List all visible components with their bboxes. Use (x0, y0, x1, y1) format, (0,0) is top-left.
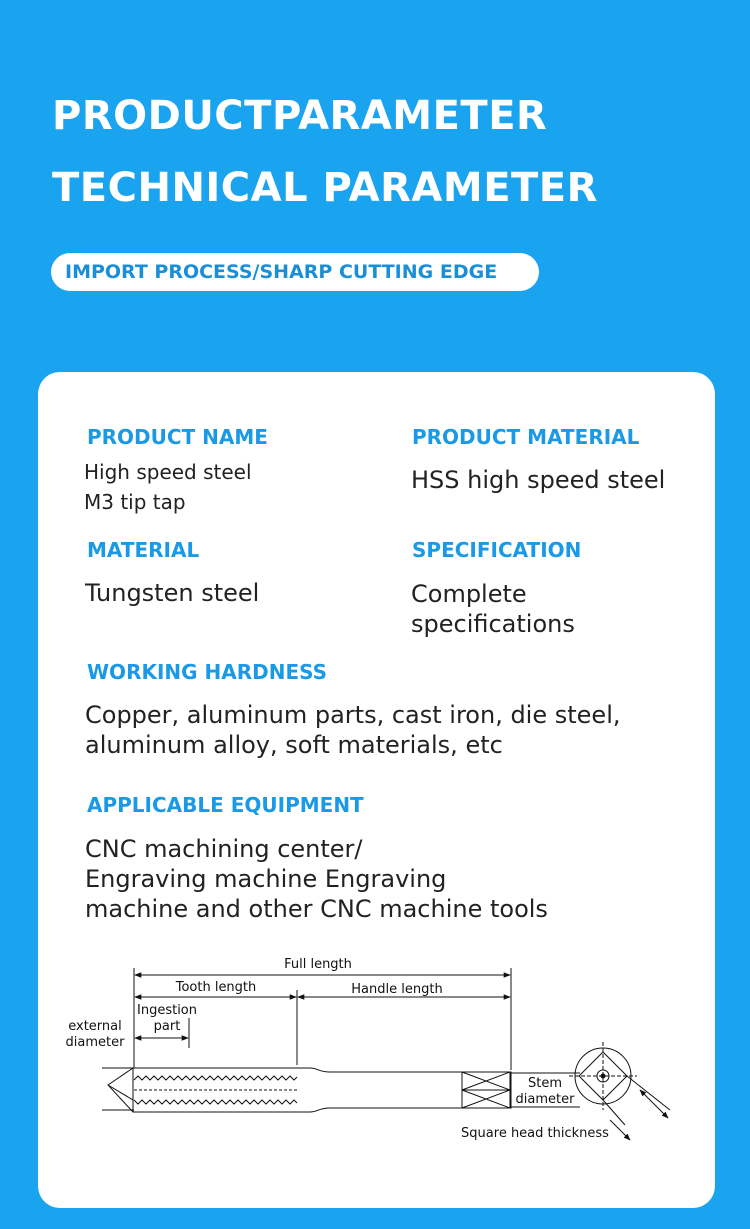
working-hardness-value-line2: aluminum alloy, soft materials, etc (85, 731, 503, 759)
product-material-value: HSS high speed steel (411, 466, 666, 494)
working-hardness-label: WORKING HARDNESS (87, 660, 328, 684)
applicable-equipment-label: APPLICABLE EQUIPMENT (87, 793, 364, 817)
specification-value-line2: specifications (411, 610, 575, 638)
stem-diameter-label-line1: Stem (527, 1076, 563, 1091)
external-diameter-label-line1: external (68, 1019, 122, 1034)
external-diameter-label-line2: diameter (65, 1035, 125, 1050)
material-label: MATERIAL (87, 538, 200, 562)
material-value: Tungsten steel (85, 579, 260, 607)
ingestion-part-label-line1: Ingestion (137, 1003, 197, 1018)
page-title: PRODUCTPARAMETER (52, 93, 548, 139)
working-hardness-value-line1: Copper, aluminum parts, cast iron, die steel, (85, 701, 621, 729)
tap-body (108, 1068, 511, 1112)
product-name-label: PRODUCT NAME (87, 425, 268, 449)
specification-value-line1: Complete (411, 580, 527, 608)
applicable-equipment-value-line2: Engraving machine Engraving (85, 865, 447, 893)
handle-length-label: Handle length (351, 982, 443, 997)
square-head-thickness-label: Square head thickness (461, 1126, 609, 1141)
applicable-equipment-value-line1: CNC machining center/ (85, 835, 363, 863)
specification-label: SPECIFICATION (412, 538, 582, 562)
applicable-equipment-value-line3: machine and other CNC machine tools (85, 895, 548, 923)
stem-diameter-label-line2: diameter (515, 1092, 575, 1107)
ingestion-part-label-line2: part (153, 1019, 181, 1034)
page-subtitle: TECHNICAL PARAMETER (52, 165, 598, 211)
product-material-label: PRODUCT MATERIAL (412, 425, 640, 449)
full-length-label: Full length (284, 957, 352, 972)
tooth-length-label: Tooth length (175, 980, 257, 995)
tagline-badge: IMPORT PROCESS/SHARP CUTTING EDGE (51, 253, 539, 291)
product-name-value-line1: High speed steel (84, 460, 252, 484)
tap-dimension-diagram (0, 940, 750, 1155)
product-name-value-line2: M3 tip tap (84, 490, 186, 514)
